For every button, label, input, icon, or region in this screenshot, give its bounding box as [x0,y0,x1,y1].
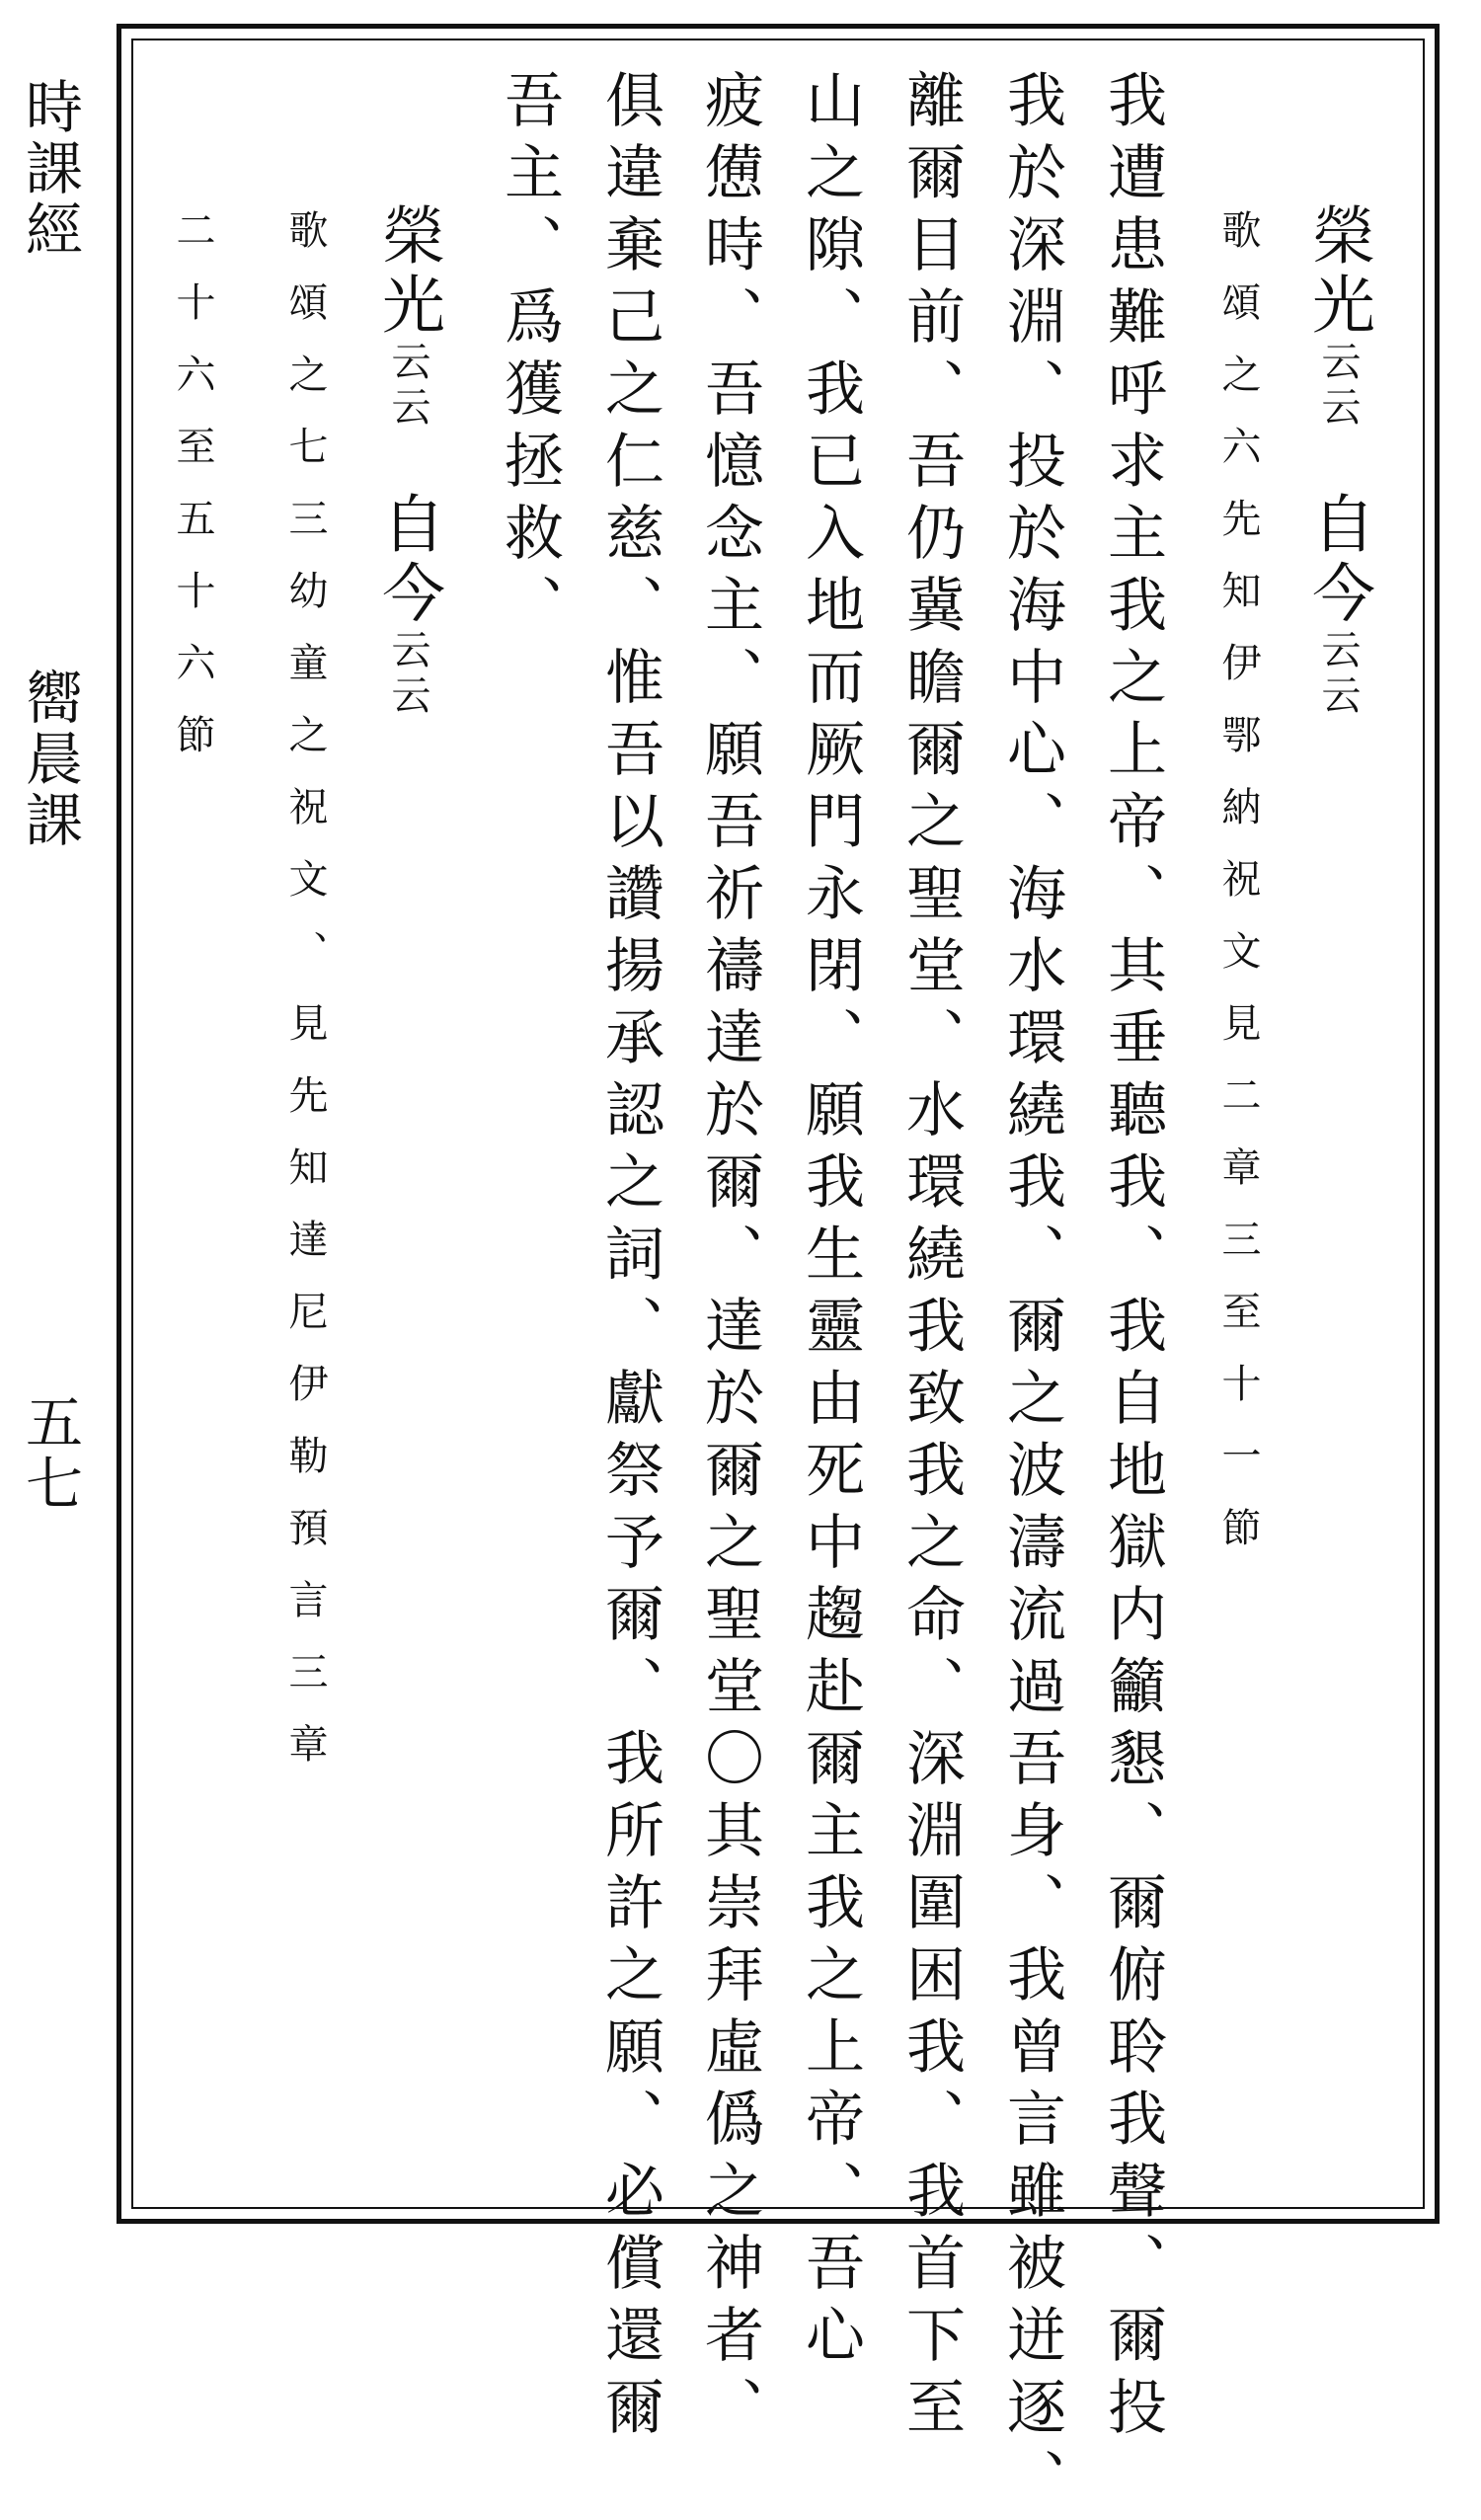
margin-section-title: 嚮晨課 [16,668,83,851]
gloria-heading: 榮光 [1301,202,1374,341]
column-1-heading [1303,202,1372,720]
column-6-text: 山之隙、我已入地而厥門永閉、願我生靈由死中趨赴爾主我之上帝、吾心 [796,69,865,2376]
column-3-text: 我遭患難呼求主我之上帝、其垂聽我、我自地獄内籲懇、爾俯聆我聲、爾投 [1098,69,1167,2448]
margin-book-title: 時課經 [16,77,83,261]
now-heading: 自今 [1301,491,1374,629]
yun-yun-mark: 云云 [385,629,430,720]
column-4-text: 我於深淵、投於海中心、海水環繞我、爾之波濤流過吾身、我曾言雖被迸逐、 [997,69,1066,2520]
column-12-reference: 二十六至五十六節 [170,209,215,786]
column-10-heading [373,202,442,720]
column-5-text: 離爾目前、吾仍冀瞻爾之聖堂、水環繞我致我之命、深淵圍困我、我首下至 [896,69,966,2448]
column-7-text: 疲憊時、吾憶念主、願吾祈禱達於爾、達於爾之聖堂〇其崇拜虛僞之神者、 [695,69,764,2448]
gloria-heading: 榮光 [371,202,444,341]
now-heading: 自今 [371,491,444,629]
yun-yun-mark: 云云 [385,341,430,432]
column-11-reference: 歌頌之七三幼童之祝文、見先知達尼伊勒預言三章 [282,209,328,1795]
yun-yun-mark: 云云 [1315,341,1361,432]
yun-yun-mark: 云云 [1315,629,1361,720]
column-8-text: 俱違棄己之仁慈、惟吾以讚揚承認之詞、獻祭予爾、我所許之願、必償還爾 [595,69,664,2448]
margin-page-number: 五七 [16,1392,83,1515]
column-2-reference: 歌頌之六先知伊鄂納祝文見二章三至十一節 [1215,209,1261,1579]
column-9-text: 吾主、爲獲拯救、 [495,69,564,646]
